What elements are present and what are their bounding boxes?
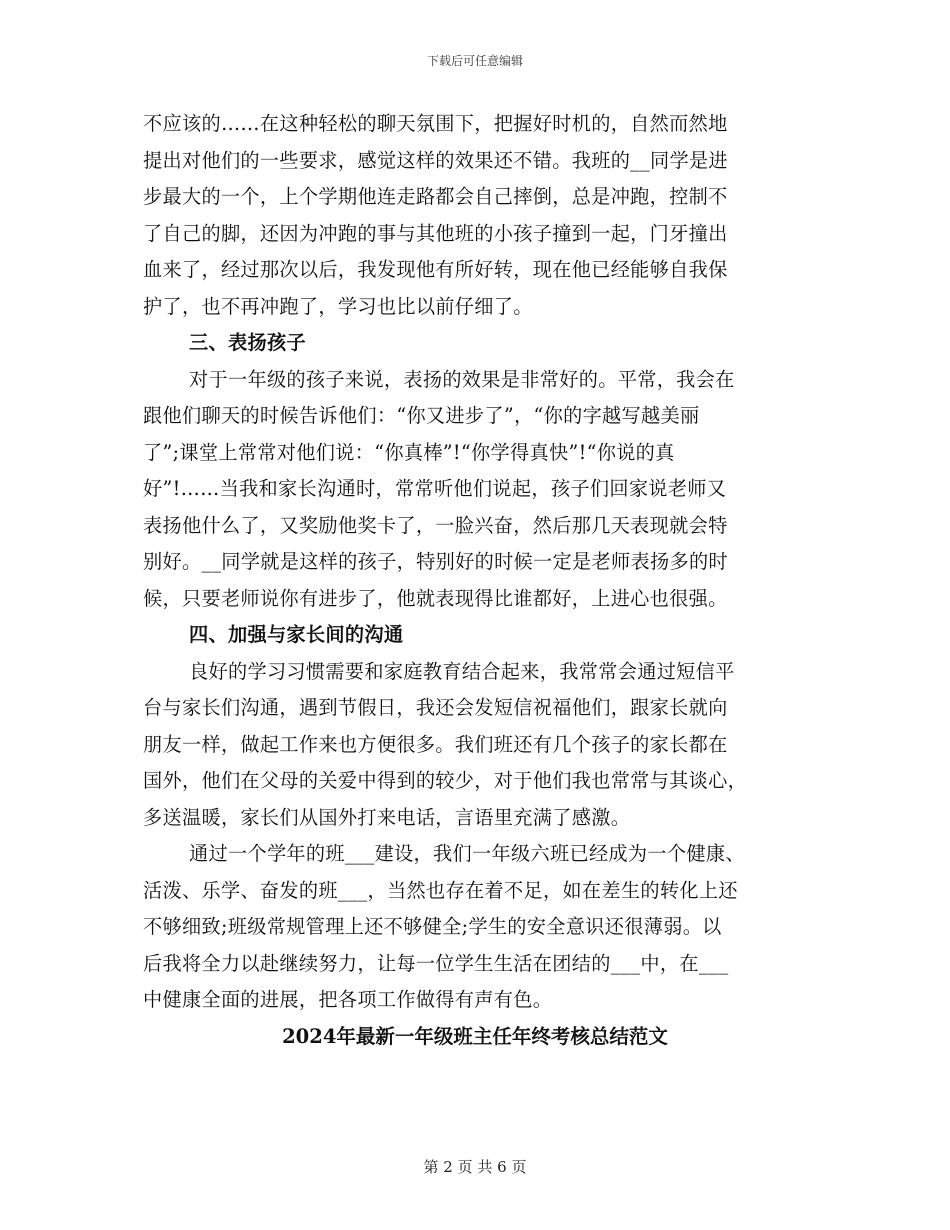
text-line: 朋友一样，做起工作来也方便很多。我们班还有几个孩子的家长都在 bbox=[143, 732, 728, 756]
section-heading: 三、表扬孩子 bbox=[189, 331, 306, 354]
document-body bbox=[143, 106, 807, 1055]
text-line: 活泼、乐学、奋发的班___，当然也存在着不足，如在差生的转化上还 bbox=[143, 878, 738, 902]
text-line: 表扬他什么了，又奖励他奖卡了，一脸兴奋，然后那几天表现就会特 bbox=[143, 513, 728, 537]
text-line: 不够细致;班级常规管理上还不够健全;学生的安全意识还很薄弱。以 bbox=[143, 915, 722, 938]
page-header: 下载后可任意编辑 bbox=[426, 54, 523, 68]
text-line: 别好。__同学就是这样的孩子，特别好的时候一定是老师表扬多的时 bbox=[143, 550, 728, 573]
text-line: 提出对他们的一些要求，感觉这样的效果还不错。我班的__同学是进 bbox=[143, 148, 728, 172]
text-line: 了自己的脚，还因为冲跑的事与其他班的小孩子撞到一起，门牙撞出 bbox=[143, 221, 728, 245]
text-line: 步最大的一个，上个学期他连走路都会自己摔倒，总是冲跑，控制不 bbox=[143, 185, 728, 208]
page-footer: 第 2 页 共 6 页 bbox=[423, 1158, 527, 1176]
text-line: 后我将全力以赴继续努力，让每一位学生生活在团结的___中，在___ bbox=[143, 951, 729, 975]
text-line: 候，只要老师说你有进步了，他就表现得比谁都好，上进心也很强。 bbox=[143, 586, 728, 610]
text-line: 台与家长们沟通，遇到节假日，我还会发短信祝福他们，跟家长就向 bbox=[143, 696, 728, 719]
text-line: 良好的学习习惯需要和家庭教育结合起来，我常常会通过短信平 bbox=[189, 659, 735, 683]
text-line: 对于一年级的孩子来说，表扬的效果是非常好的。平常，我会在 bbox=[189, 367, 735, 391]
text-line: 国外，他们在父母的关爱中得到的较少，对于他们我也常常与其谈心， bbox=[143, 769, 748, 792]
text-line: 中健康全面的进展，把各项工作做得有声有色。 bbox=[143, 988, 553, 1011]
text-line: 护了，也不再冲跑了，学习也比以前仔细了。 bbox=[143, 294, 533, 318]
text-line: 血来了，经过那次以后，我发现他有所好转，现在他已经能够自我保 bbox=[143, 258, 728, 281]
text-line: 了”;课堂上常常对他们说：“你真棒”!“你学得真快”!“你说的真 bbox=[143, 440, 675, 464]
text-line: 跟他们聊天的时候告诉他们：“你又进步了”，“你的字越写越美丽 bbox=[143, 404, 700, 427]
document-title: 2024年最新一年级班主任年终考核总结范文 bbox=[282, 1024, 668, 1048]
text-line: 好”!……当我和家长沟通时，常常听他们说起，孩子们回家说老师又 bbox=[143, 477, 727, 500]
text-line: 通过一个学年的班___建设，我们一年级六班已经成为一个健康、 bbox=[189, 842, 745, 865]
text-line: 多送温暖，家长们从国外打来电话，言语里充满了感激。 bbox=[143, 805, 631, 829]
text-line: 不应该的……在这种轻松的聊天氛围下，把握好时机的，自然而然地 bbox=[143, 112, 728, 135]
section-heading: 四、加强与家长间的沟通 bbox=[189, 623, 404, 646]
